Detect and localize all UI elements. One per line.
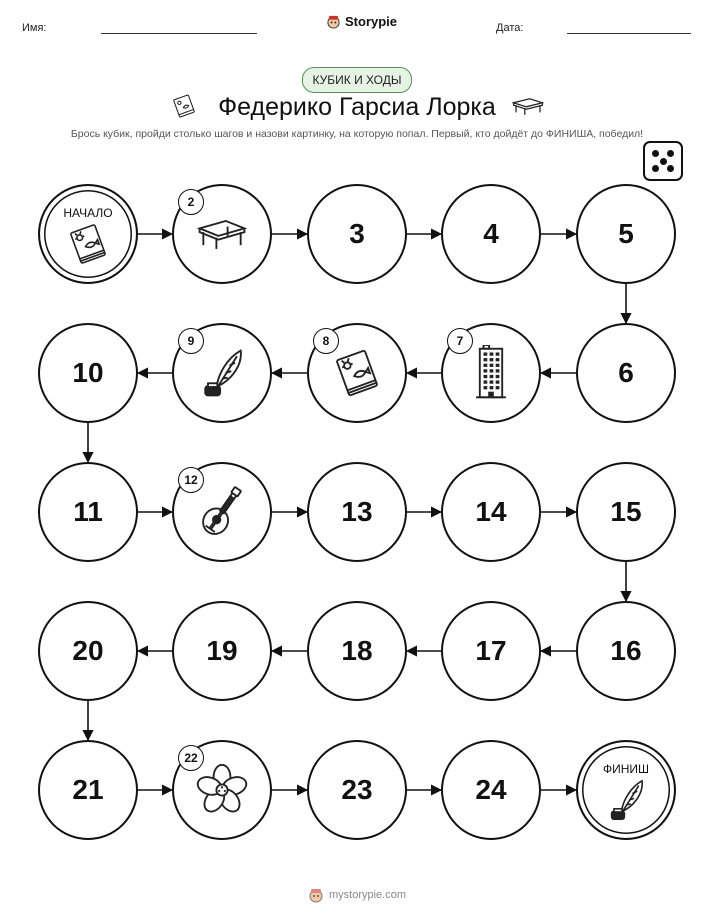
- cell-number: 18: [341, 635, 373, 666]
- quill-icon: [602, 776, 650, 824]
- cell-number-badge: 9: [178, 328, 204, 354]
- board-cell-17: [441, 601, 541, 701]
- name-label: Имя:: [22, 22, 47, 34]
- cell-number: 23: [341, 774, 373, 805]
- board-cell-19: [172, 601, 272, 701]
- board-cell-9: [172, 323, 272, 423]
- board-cell-3: [307, 184, 407, 284]
- finish-cell: [576, 740, 676, 840]
- board-cell-14: [441, 462, 541, 562]
- board-cell-4: [441, 184, 541, 284]
- board-cell-5: [576, 184, 676, 284]
- cell-number: 20: [72, 635, 104, 666]
- cell-number-badge: 7: [447, 328, 473, 354]
- cell-number: 11: [73, 496, 103, 527]
- cell-number-badge: 8: [313, 328, 339, 354]
- board-cell-21: [38, 740, 138, 840]
- date-label: Дата:: [496, 22, 524, 34]
- cell-number-badge: 2: [178, 189, 204, 215]
- board-cell-16: [576, 601, 676, 701]
- cell-number: 15: [610, 496, 642, 527]
- game-type-badge: КУБИК И ХОДЫ: [302, 67, 412, 93]
- board-cell-13: [307, 462, 407, 562]
- cell-number: 16: [610, 635, 642, 666]
- cell-number: 13: [341, 496, 373, 527]
- guitar-icon: [194, 484, 250, 540]
- board-cell-2: [172, 184, 272, 284]
- cell-number: 19: [206, 635, 238, 666]
- board-cell-8: [307, 323, 407, 423]
- board-cell-7: [441, 323, 541, 423]
- instructions: Брось кубик, пройди столько шагов и назови картинку, на которую попал. Первый, кто дойдёт до ФИНИША, победил!: [70, 128, 644, 140]
- board-cell-12: [172, 462, 272, 562]
- cell-number-badge: 12: [178, 467, 204, 493]
- start-label: НАЧАЛО: [63, 206, 113, 220]
- book-icon: [329, 345, 385, 401]
- board-cell-23: [307, 740, 407, 840]
- cell-number: 21: [72, 774, 104, 805]
- cell-number: 3: [349, 218, 365, 249]
- table-icon: [194, 206, 250, 262]
- board-cell-11: [38, 462, 138, 562]
- cell-number: 14: [475, 496, 507, 527]
- page-title: Федерико Гарсиа Лорка: [218, 93, 496, 121]
- book-icon: [64, 220, 112, 268]
- cell-number: 10: [72, 357, 104, 388]
- board-cell-18: [307, 601, 407, 701]
- cell-number-badge: 22: [178, 745, 204, 771]
- cell-number: 5: [618, 218, 634, 249]
- board-cell-20: [38, 601, 138, 701]
- board-cell-6: [576, 323, 676, 423]
- quill-icon: [194, 345, 250, 401]
- board-cell-15: [576, 462, 676, 562]
- cell-number: 17: [475, 635, 507, 666]
- footer-url[interactable]: mystorypie.com: [329, 889, 407, 901]
- footer: [308, 887, 406, 903]
- board-cell-22: [172, 740, 272, 840]
- board-cell-24: [441, 740, 541, 840]
- board-cell-10: [38, 323, 138, 423]
- flower-icon: [194, 762, 250, 818]
- finish-label: ФИНИШ: [602, 762, 650, 776]
- building-icon: [463, 345, 519, 401]
- cell-number: 24: [475, 774, 507, 805]
- storypie-mascot-icon: [308, 887, 324, 903]
- brand-name: Storypie: [345, 14, 398, 29]
- start-cell: [38, 184, 138, 284]
- cell-number: 6: [618, 357, 634, 388]
- cell-number: 4: [483, 218, 499, 249]
